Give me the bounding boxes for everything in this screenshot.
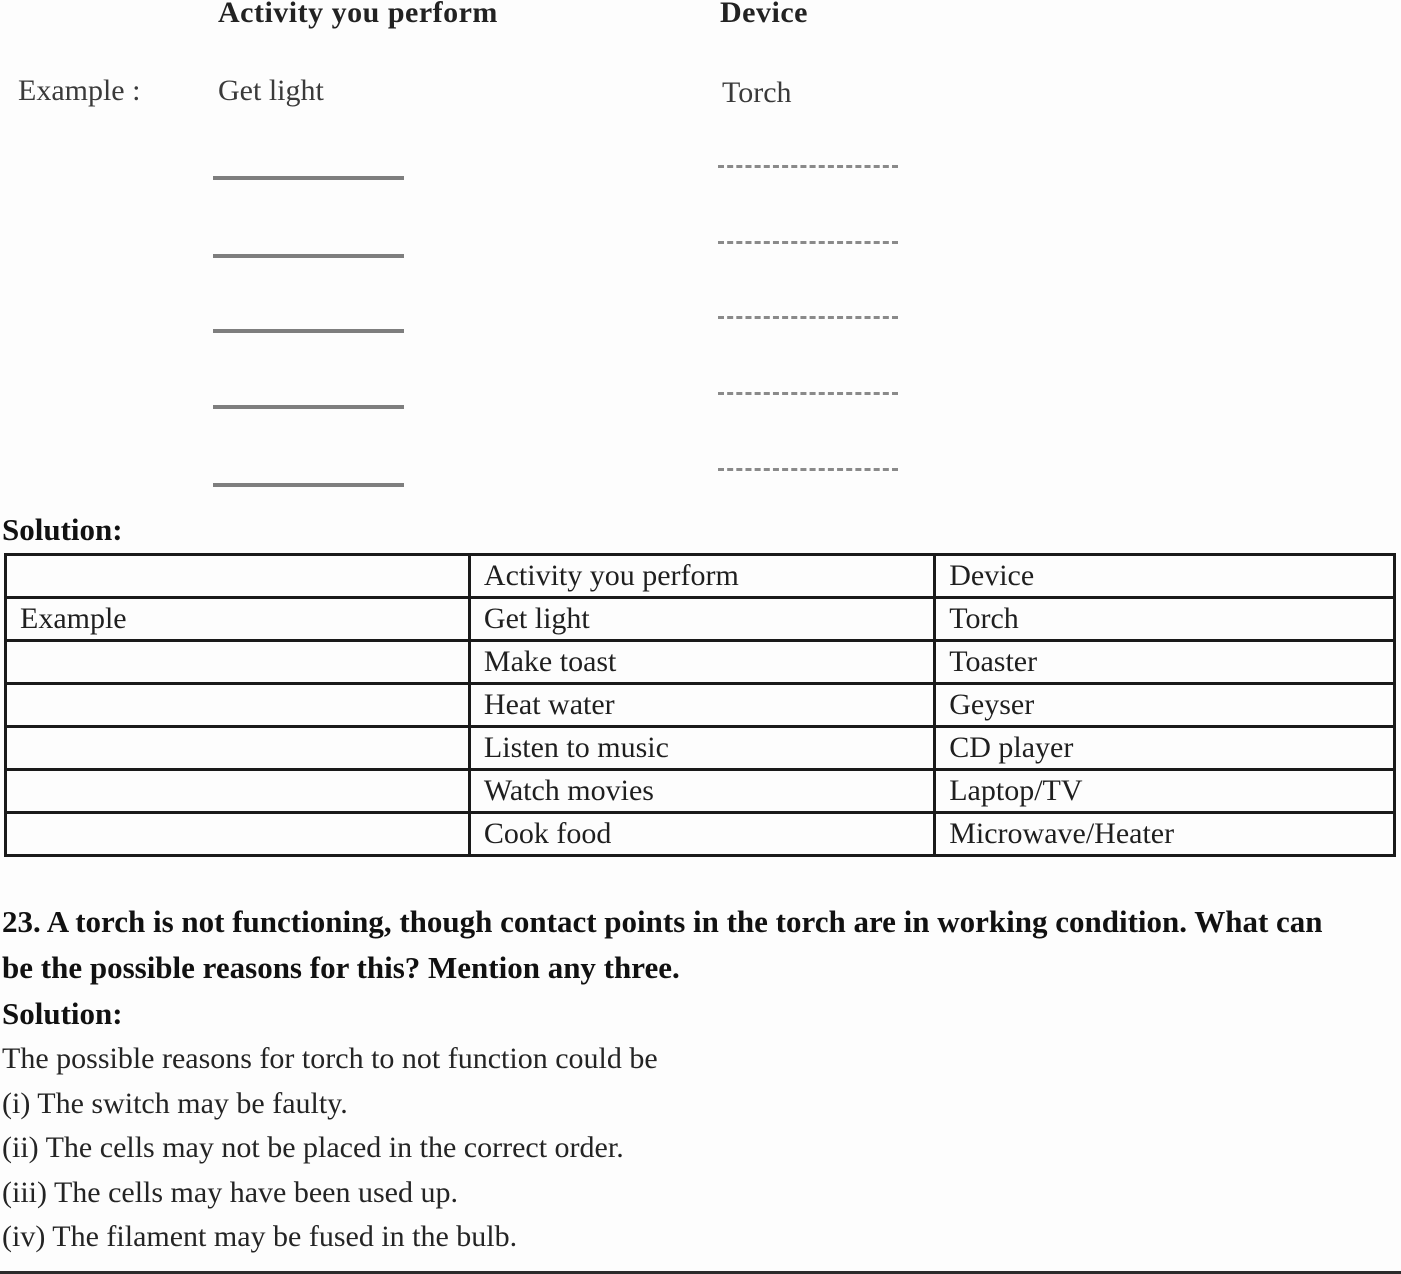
- worksheet-example-label: Example :: [18, 74, 141, 107]
- activity-blank-line: [213, 405, 404, 409]
- device-dashed-line: [718, 316, 898, 319]
- table-row: [6, 684, 1395, 727]
- table-cell: Device: [935, 555, 1395, 598]
- table-cell: Make toast: [469, 641, 934, 684]
- table-cell: Microwave/Heater: [935, 813, 1395, 856]
- solution-table: [4, 553, 1396, 857]
- answer-line: (i) The switch may be faulty.: [2, 1086, 348, 1120]
- table-cell: Example: [6, 598, 470, 641]
- device-dashed-line: [718, 165, 898, 168]
- table-cell: Toaster: [935, 641, 1395, 684]
- answer-line: (iv) The filament may be fused in the bulb.: [2, 1220, 518, 1253]
- device-dashed-line: [718, 392, 898, 395]
- table-cell: Activity you perform: [469, 555, 934, 598]
- activity-blank-line: [213, 329, 404, 333]
- table-cell: [6, 555, 470, 598]
- question-23-answers: [2, 1037, 1401, 1260]
- device-dashed-line: [718, 241, 898, 244]
- table-row: [6, 598, 1395, 641]
- activity-blank-line: [213, 254, 404, 258]
- table-cell: Geyser: [935, 684, 1395, 727]
- table-cell: [6, 684, 470, 727]
- table-cell: [6, 727, 470, 770]
- answer-line: (iii) The cells may have been used up.: [2, 1175, 458, 1209]
- table-row: [6, 727, 1395, 770]
- table-cell: [6, 641, 470, 684]
- table-cell: Heat water: [469, 684, 934, 727]
- activity-blank-line: [213, 483, 404, 487]
- table-row: [6, 770, 1395, 813]
- table-cell: CD player: [935, 727, 1395, 770]
- question-23-solution-heading: Solution:: [2, 996, 123, 1031]
- table-cell: Get light: [469, 598, 934, 641]
- activity-blank-line: [213, 176, 404, 180]
- table-cell: Watch movies: [469, 770, 934, 813]
- table-cell: Torch: [935, 598, 1395, 641]
- table-cell: [6, 770, 470, 813]
- table-cell: [6, 813, 470, 856]
- table-row: [6, 555, 1395, 598]
- worksheet-example-activity: Get light: [218, 74, 324, 107]
- worksheet-example-device: Torch: [722, 76, 792, 109]
- table-cell: Listen to music: [469, 727, 934, 770]
- table-cell: Laptop/TV: [935, 770, 1395, 813]
- solution-heading: Solution:: [2, 512, 123, 547]
- table-cell: Cook food: [469, 813, 934, 856]
- worksheet-fill-in-section: [0, 0, 1401, 510]
- table-row: [6, 641, 1395, 684]
- answer-line: (ii) The cells may not be placed in the correct order.: [2, 1131, 624, 1164]
- answer-line: The possible reasons for torch to not function could be: [2, 1042, 658, 1075]
- device-dashed-line: [718, 468, 898, 471]
- worksheet-activity-column-header: Activity you perform: [218, 0, 498, 29]
- table-row: [6, 813, 1395, 856]
- question-23-text: 23. A torch is not functioning, though contact points in the torch are in working condition. What can be the possible reasons for this? Mention any three.: [2, 904, 1323, 985]
- worksheet-device-column-header: Device: [720, 0, 808, 29]
